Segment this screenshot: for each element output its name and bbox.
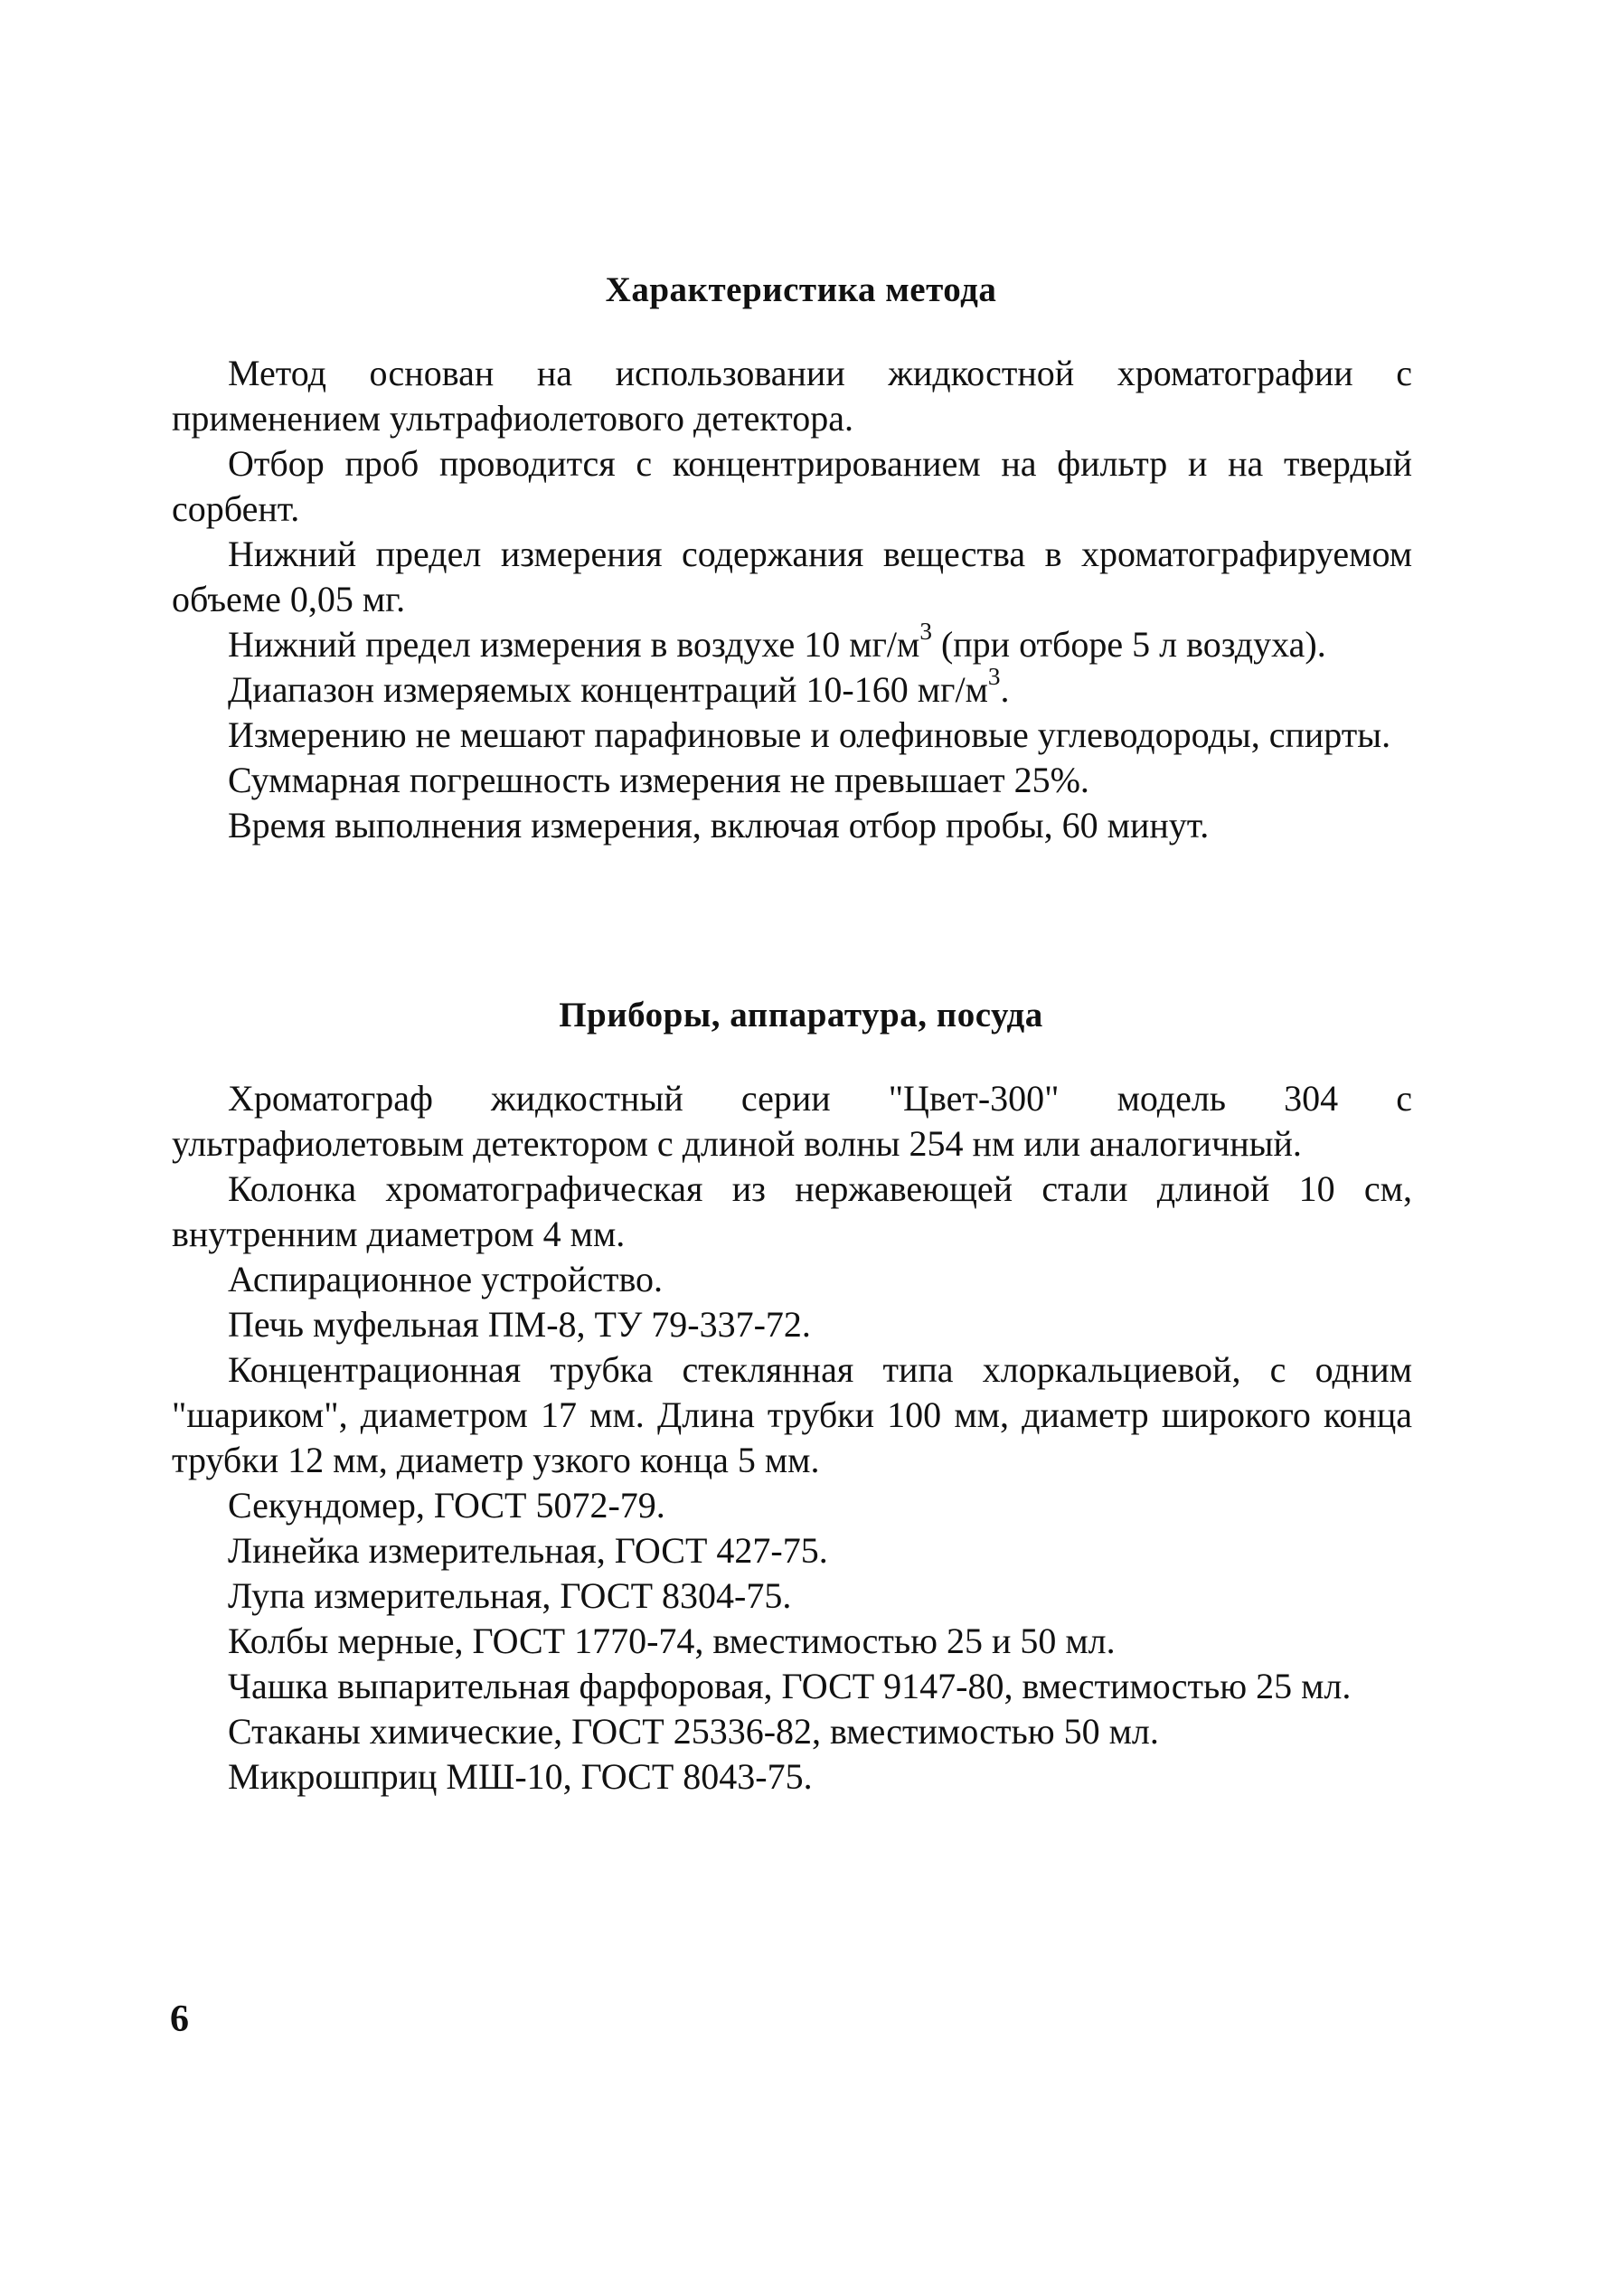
paragraph: Суммарная погрешность измерения не превышает 25%. <box>228 760 1089 800</box>
paragraph: Время выполнения измерения, включая отбор пробы, 60 минут. <box>228 805 1210 846</box>
paragraph: Колонка хроматографическая из нержавеющей стали длиной 10 см, внутренним диаметром 4 мм. <box>172 1168 1412 1254</box>
section-heading-method: Характеристика метода <box>605 270 997 309</box>
paragraph: Чашка выпарительная фарфоровая, ГОСТ 9147-80, вместимостью 25 мл. <box>228 1666 1352 1706</box>
paragraph: Отбор проб проводится с концентрированием на фильтр и на твердый сорбент. <box>172 443 1412 529</box>
paragraph-range: Диапазон измеряемых концентраций 10-160 $мг/м^3$. <box>228 662 1010 710</box>
method-description <box>172 351 1412 848</box>
paragraph: Метод основан на использовании жидкостной хроматографии с применением ультрафиолетового детектора. <box>172 353 1412 439</box>
equipment-list <box>172 1076 1412 1800</box>
paragraph: Нижний предел измерения содержания вещества в хроматографируемом объеме 0,05 мг. <box>172 534 1412 619</box>
section-heading-equipment: Приборы, аппаратура, посуда <box>559 996 1043 1035</box>
paragraph: Колбы мерные, ГОСТ 1770-74, вместимостью 25 и 50 мл. <box>228 1620 1116 1661</box>
paragraph: Стаканы химические, ГОСТ 25336-82, вместимостью 50 мл. <box>228 1711 1159 1752</box>
paragraph: Печь муфельная ПМ-8, ТУ 79-337-72. <box>228 1304 811 1345</box>
paragraph-lower-limit-air: Нижний предел измерения в воздухе 10 $мг/м^3$ (при отборе 5 л воздуха). <box>228 617 1326 665</box>
paragraph: Концентрационная трубка стеклянная типа хлоркальциевой, с одним "шариком", диаметром 17 мм. Длина трубки 100 мм, диаметр широкого конца трубки 12 мм, диаметр узкого конца 5 мм. <box>172 1349 1412 1480</box>
paragraph: Секундомер, ГОСТ 5072-79. <box>228 1485 665 1526</box>
paragraph: Хроматограф жидкостный серии "Цвет-300" модель 304 с ультрафиолетовым детектором с длиной волны 254 нм или аналогичный. <box>172 1078 1412 1164</box>
paragraph: Линейка измерительная, ГОСТ 427-75. <box>228 1530 828 1571</box>
page-number: 6 <box>170 1998 189 2040</box>
paragraph: Лупа измерительная, ГОСТ 8304-75. <box>228 1575 792 1616</box>
paragraph: Измерению не мешают парафиновые и олефиновые углеводороды, спирты. <box>228 714 1391 755</box>
paragraph: Микрошприц МШ-10, ГОСТ 8043-75. <box>228 1756 813 1797</box>
paragraph: Аспирационное устройство. <box>228 1259 664 1299</box>
